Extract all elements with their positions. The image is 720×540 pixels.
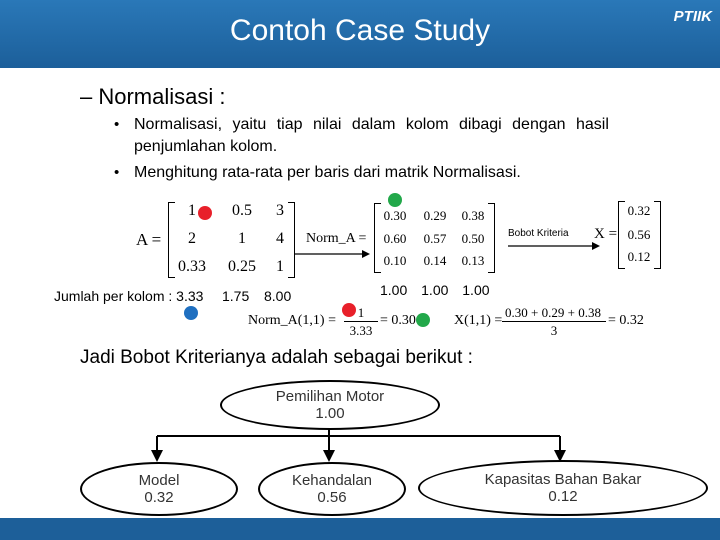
matrix-a-cell: 0.33 [178, 258, 206, 275]
node-value: 0.12 [548, 488, 578, 505]
matrix-a-cell: 0.5 [232, 202, 252, 219]
vector-x-label: X = [594, 226, 618, 242]
matrix-a-cell: 1 [276, 258, 284, 275]
node-label: Kapasitas Bahan Bakar [484, 471, 642, 488]
matrix-a-cell: 1 [188, 202, 196, 219]
node-value: 1.00 [315, 405, 345, 422]
bullet-1-line-2: penjumlahan kolom. [134, 138, 278, 155]
node-value: 0.32 [144, 489, 174, 506]
column-sum-label: Jumlah per kolom : 3.33 [54, 288, 204, 304]
node-label: Model [138, 472, 180, 489]
ptiik-logo: PTIIK [673, 8, 712, 25]
norm-a-cell: 0.10 [383, 253, 407, 268]
formula-norm-result: = 0.30 [380, 313, 416, 328]
norm-a-label: Norm_A = [306, 231, 367, 246]
matrix-a-cell: 4 [276, 230, 284, 247]
vector-x-cell: 0.32 [627, 203, 651, 218]
bullet-marker-1: • [114, 116, 120, 133]
column-sum-value: 8.00 [264, 288, 292, 304]
norm-a-cell: 0.38 [461, 208, 485, 223]
norm-a-cell: 0.57 [423, 231, 447, 246]
node-label: Kehandalan [291, 472, 373, 489]
formula-x-result: = 0.32 [608, 313, 644, 328]
bobot-kriteria-label: Bobot Kriteria [508, 228, 569, 239]
slide-title: Contoh Case Study [229, 14, 491, 47]
norm-a-column-sums: 1.00 1.00 1.00 [380, 282, 490, 298]
formula-norm-lhs: Norm_A(1,1) = [248, 313, 336, 328]
conclusion-text: Jadi Bobot Kriterianya adalah sebagai berikut : [80, 347, 473, 368]
tree-node-kehandalan [258, 462, 406, 516]
matrix-a-cell: 2 [188, 230, 196, 247]
slide-footer [0, 518, 720, 540]
formula-x-numerator: 0.30 + 0.29 + 0.38 [505, 305, 601, 320]
norm-a-cell: 0.30 [383, 208, 407, 223]
norm-a-cell: 0.60 [383, 231, 407, 246]
norm-a-cell: 0.14 [423, 253, 447, 268]
norm-a-cell: 0.13 [461, 253, 485, 268]
matrix-a-cell: 3 [276, 202, 284, 219]
tree-node-model [80, 462, 238, 516]
vector-x-cell: 0.12 [627, 249, 651, 264]
column-sum-value: 1.75 [222, 288, 250, 304]
matrix-a-cell: 1 [238, 230, 246, 247]
norm-a-cell: 0.50 [461, 231, 485, 246]
bullet-marker-2: • [114, 164, 120, 181]
formula-x-denominator: 3 [550, 323, 558, 338]
matrix-a-label: A = [136, 230, 162, 249]
node-value: 0.56 [317, 489, 347, 506]
node-label: Pemilihan Motor [275, 388, 385, 405]
formula-norm-denominator: 3.33 [349, 323, 373, 338]
norm-a-cell: 0.29 [423, 208, 447, 223]
formula-x-lhs: X(1,1) = [454, 313, 503, 328]
tree-node-kapasitas-bahan-bakar [418, 460, 708, 516]
matrix-a-cell: 0.25 [228, 258, 256, 275]
tree-root-node [220, 380, 440, 430]
bullet-1-line-1: Normalisasi, yaitu tiap nilai dalam kolom dibagi dengan hasil [134, 116, 609, 133]
bullet-2: Menghitung rata-rata per baris dari matrik Normalisasi. [134, 164, 521, 181]
subtitle: – Normalisasi : [80, 84, 226, 109]
formula-norm-numerator: 1 [357, 305, 365, 320]
vector-x-cell: 0.56 [627, 227, 651, 242]
